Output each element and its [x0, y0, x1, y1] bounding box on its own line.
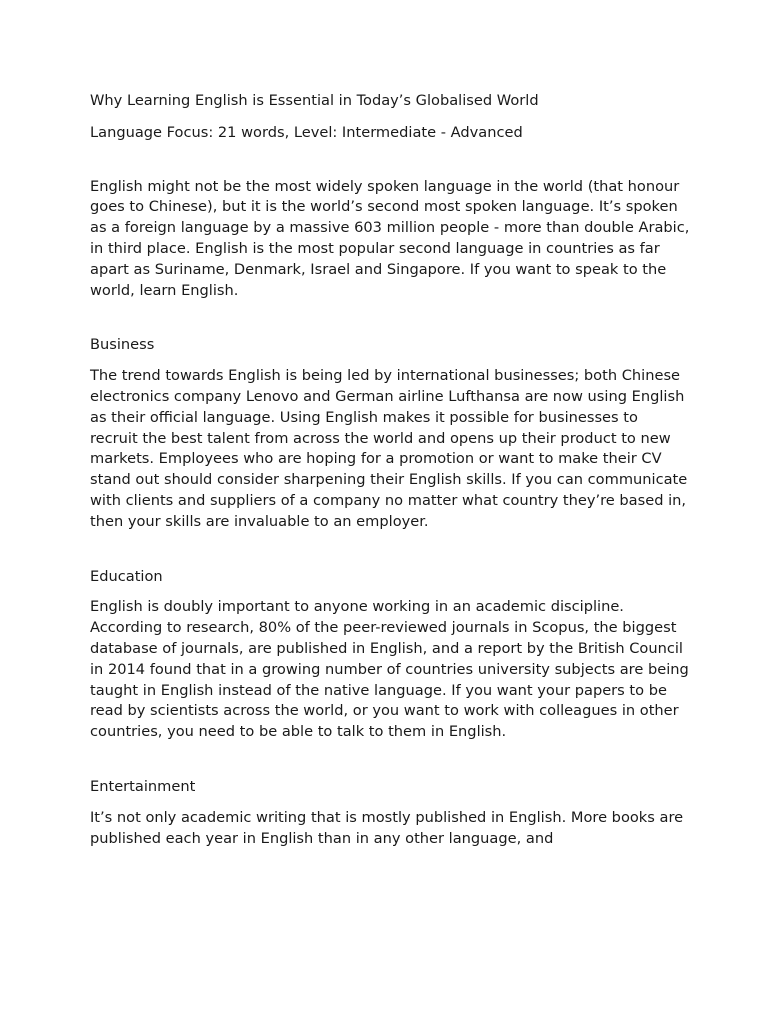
intro-paragraph: English might not be the most widely spoken language in the world (that honour goes to Chinese), but it is the world’s second most spoken language. It’s spoken as a foreign language by a massive 603 million people - more than double Arabic, in third place. English is the most popular second language in countries as far apart as Suriname, Denmark, Israel and Singapore. If you want to speak to the world, learn English. — [90, 177, 690, 299]
section-body-entertainment: It’s not only academic writing that is mostly published in English. More books are published each year in English than in any other language, and — [90, 808, 684, 847]
document-title: Why Learning English is Essential in Today’s Globalised World — [90, 92, 539, 109]
section-body-business: The trend towards English is being led by international businesses; both Chinese electronics company Lenovo and German airline Lufthansa are now using English as their official language. Using English makes it possible for businesses to recruit the best talent from across the world and opens up their product to new markets. Employees who are hoping for a promotion or want to make their CV stand out should consider sharpening their English skills. If you can communicate with clients and suppliers of a company no matter what country they’re based in, then your skills are invaluable to an employer. — [90, 367, 688, 530]
section-heading-business: Business — [90, 336, 155, 354]
language-focus-line: Language Focus: 21 words, Level: Intermediate - Advanced — [90, 123, 523, 141]
section-body-education: English is doubly important to anyone working in an academic discipline. According to research, 80% of the peer-reviewed journals in Scopus, the biggest database of journals, are published in English, and a report by the British Council in 2014 found that in a growing number of countries university subjects are being taught in English instead of the native language. If you want your papers to be read by scientists across the world, or you want to work with colleagues in other countries, you need to be able to talk to them in English. — [90, 598, 689, 741]
document-page — [90, 91, 690, 849]
section-heading-entertainment: Entertainment — [90, 777, 196, 795]
section-heading-education: Education — [90, 567, 163, 585]
